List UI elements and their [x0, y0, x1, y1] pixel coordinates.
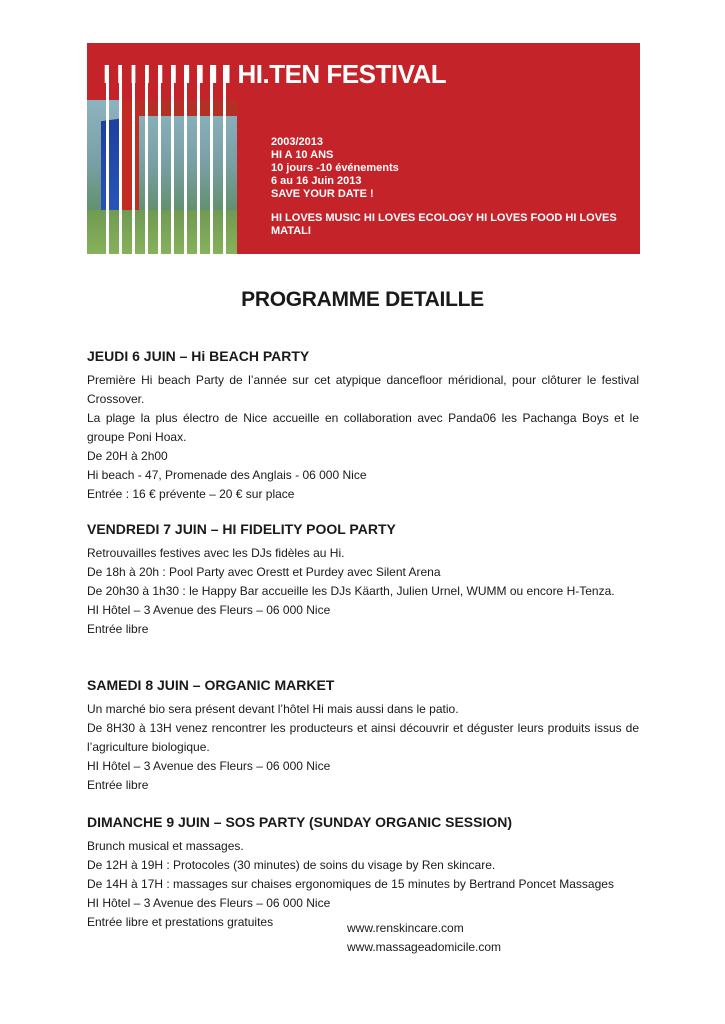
banner-line: 10 jours -10 événements — [271, 162, 399, 174]
website-links — [347, 919, 501, 957]
section-line: Entrée libre — [87, 778, 149, 792]
section-heading: JEUDI 6 JUIN – Hi BEACH PARTY — [87, 348, 310, 364]
banner-title: I I I I I I I I I I HI.TEN FESTIVAL — [103, 59, 447, 89]
section-line: Entrée : 16 € prévente – 20 € sur place — [87, 487, 295, 501]
banner-tagline: HI LOVES MUSIC HI LOVES ECOLOGY HI LOVES FOOD HI LOVES MATALI — [271, 212, 617, 237]
banner-info — [271, 136, 631, 238]
section-line: Hi beach - 47, Promenade des Anglais - 06 000 Nice — [87, 468, 367, 482]
link-massageadomicile[interactable]: www.massageadomicile.com — [347, 940, 502, 954]
section-line: Brunch musical et massages. — [87, 839, 244, 853]
section-heading: SAMEDI 8 JUIN – ORGANIC MARKET — [87, 677, 335, 693]
section-line: De 20H à 2h00 — [87, 449, 168, 463]
section-line: De 14H à 17H : massages sur chaises ergonomiques de 15 minutes by Bertrand Poncet Massages — [87, 877, 614, 891]
festival-banner — [87, 43, 640, 254]
section-line: Entrée libre — [87, 622, 149, 636]
section-line: De 8H30 à 13H venez rencontrer les producteurs et ainsi découvrir et déguster leurs produits issus de l’agriculture biologique. — [87, 721, 639, 754]
section-line: Un marché bio sera présent devant l’hôtel Hi mais aussi dans le patio. — [87, 702, 459, 716]
section-line: HI Hôtel – 3 Avenue des Fleurs – 06 000 Nice — [87, 759, 331, 773]
event-section-friday — [87, 521, 639, 639]
event-section-sunday — [87, 814, 639, 932]
page-title: PROGRAMME DETAILLE — [241, 288, 484, 311]
link-renskincare[interactable]: www.renskincare.com — [347, 921, 464, 935]
section-line: De 12H à 19H : Protocoles (30 minutes) de soins du visage by Ren skincare. — [87, 858, 496, 872]
event-section-thursday — [87, 348, 639, 504]
section-heading: VENDREDI 7 JUIN – HI FIDELITY POOL PARTY — [87, 521, 396, 537]
section-line: De 18h à 20h : Pool Party avec Orestt et Purdey avec Silent Arena — [87, 565, 441, 579]
banner-save-date: SAVE YOUR DATE ! — [271, 188, 374, 200]
section-line: HI Hôtel – 3 Avenue des Fleurs – 06 000 Nice — [87, 896, 331, 910]
event-section-saturday — [87, 677, 639, 795]
banner-line: 6 au 16 Juin 2013 — [271, 175, 362, 187]
section-line: La plage la plus électro de Nice accueille en collaboration avec Panda06 les Pachanga Boys et le groupe Poni Hoax. — [87, 411, 639, 444]
section-line: Première Hi beach Party de l’année sur cet atypique dancefloor méridional, pour clôturer le festival Crossover. — [87, 373, 639, 406]
section-line: De 20h30 à 1h30 : le Happy Bar accueille les DJs Käarth, Julien Urnel, WUMM ou encore H-Tenza. — [87, 584, 615, 598]
section-heading: DIMANCHE 9 JUIN – SOS PARTY (SUNDAY ORGANIC SESSION) — [87, 814, 513, 830]
section-line: HI Hôtel – 3 Avenue des Fleurs – 06 000 Nice — [87, 603, 331, 617]
banner-line: 2003/2013 — [271, 136, 323, 148]
section-line: Retrouvailles festives avec les DJs fidèles au Hi. — [87, 546, 345, 560]
banner-line: HI A 10 ANS — [271, 149, 334, 161]
section-line: Entrée libre et prestations gratuites — [87, 915, 274, 929]
